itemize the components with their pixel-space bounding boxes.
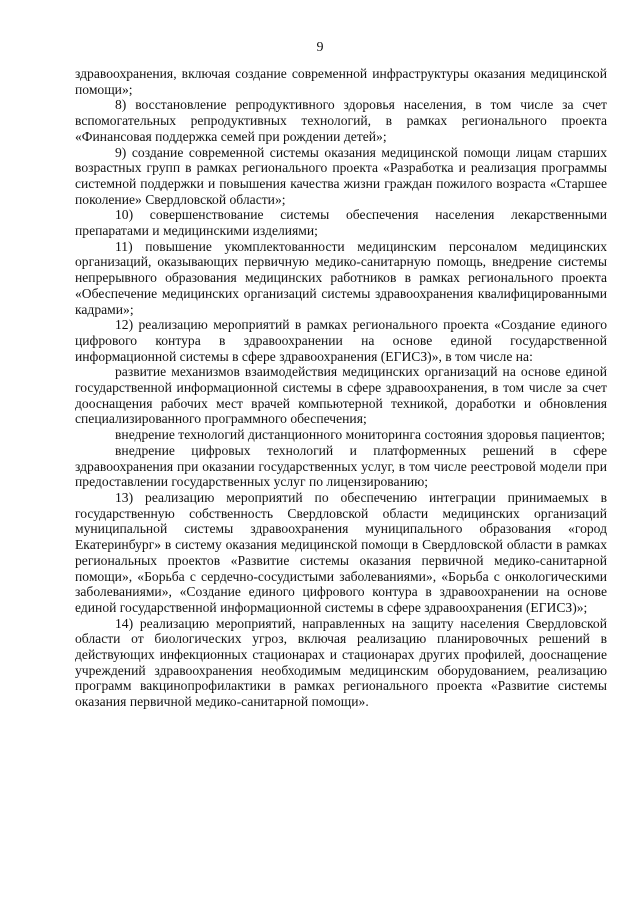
paragraph-item-8: 8) восстановление репродуктивного здоровья населения, в том числе за счет вспомогательных репродуктивных технологий, в рамках регионального проекта «Финансовая поддержка семей при рождении детей»; bbox=[75, 97, 607, 144]
paragraph-continuation: здравоохранения, включая создание современной инфраструктуры оказания медицинской помощи»; bbox=[75, 66, 607, 97]
paragraph-item-11: 11) повышение укомплектованности медицинским персоналом медицинских организаций, оказывающих первичную медико-санитарную помощь, внедрение системы непрерывного образования медицинских работников в рамках регионального проекта «Обеспечение медицинских организаций системы здравоохранения квалифицированными кадрами»; bbox=[75, 238, 607, 317]
document-body bbox=[75, 66, 607, 710]
paragraph-item-13: 13) реализацию мероприятий по обеспечению интеграции принимаемых в государственную собственность Свердловской области медицинских организаций муниципальной системы здравоохранения муниципального образования «город Екатеринбург» в систему оказания медицинской помощи в Свердловской области в рамках региональных проектов «Развитие системы оказания первичной медико-санитарной помощи», «Борьба с сердечно-сосудистыми заболеваниями», «Борьба с онкологическими заболеваниями», «Создание единого цифрового контура в здравоохранении на основе единой государственной информационной системы в сфере здравоохранения (ЕГИСЗ)»; bbox=[75, 489, 607, 615]
paragraph-item-12-sub-2: внедрение технологий дистанционного мониторинга состояния здоровья пациентов; bbox=[115, 427, 606, 443]
paragraph-item-12-sub-1: развитие механизмов взаимодействия медицинских организаций на основе единой государственной информационной системы в сфере здравоохранения, в том числе за счет дооснащения рабочих мест врачей компьютерной техникой, доработки и обновления специализированного программного обеспечения; bbox=[75, 364, 607, 427]
page-number: 9 bbox=[316, 40, 324, 55]
paragraph-item-14: 14) реализацию мероприятий, направленных на защиту населения Свердловской области от биологических угроз, включая реализацию планировочных решений в действующих инфекционных стационарах и стационарах других профилей, дооснащение учреждений здравоохранения необходимым медицинским оборудованием, реализацию программ вакцинопрофилактики в рамках регионального проекта «Развитие системы оказания первичной медико-санитарной помощи». bbox=[75, 615, 607, 710]
paragraph-item-9: 9) создание современной системы оказания медицинской помощи лицам старших возрастных групп в рамках регионального проекта «Разработка и реализация программы системной поддержки и повышения качества жизни граждан пожилого возраста «Старшее поколение» Свердловской области»; bbox=[75, 144, 607, 207]
paragraph-item-12-sub-3: внедрение цифровых технологий и платформенных решений в сфере здравоохранения при оказании государственных услуг, в том числе реестровой модели при предоставлении государственных услуг по лицензированию; bbox=[75, 442, 607, 490]
paragraph-item-12: 12) реализацию мероприятий в рамках регионального проекта «Создание единого цифрового контура в здравоохранении на основе единой государственной информационной системы в сфере здравоохранения (ЕГИСЗ)», в том числе на: bbox=[75, 317, 607, 364]
paragraph-item-10: 10) совершенствование системы обеспечения населения лекарственными препаратами и медицинскими изделиями; bbox=[75, 207, 607, 239]
